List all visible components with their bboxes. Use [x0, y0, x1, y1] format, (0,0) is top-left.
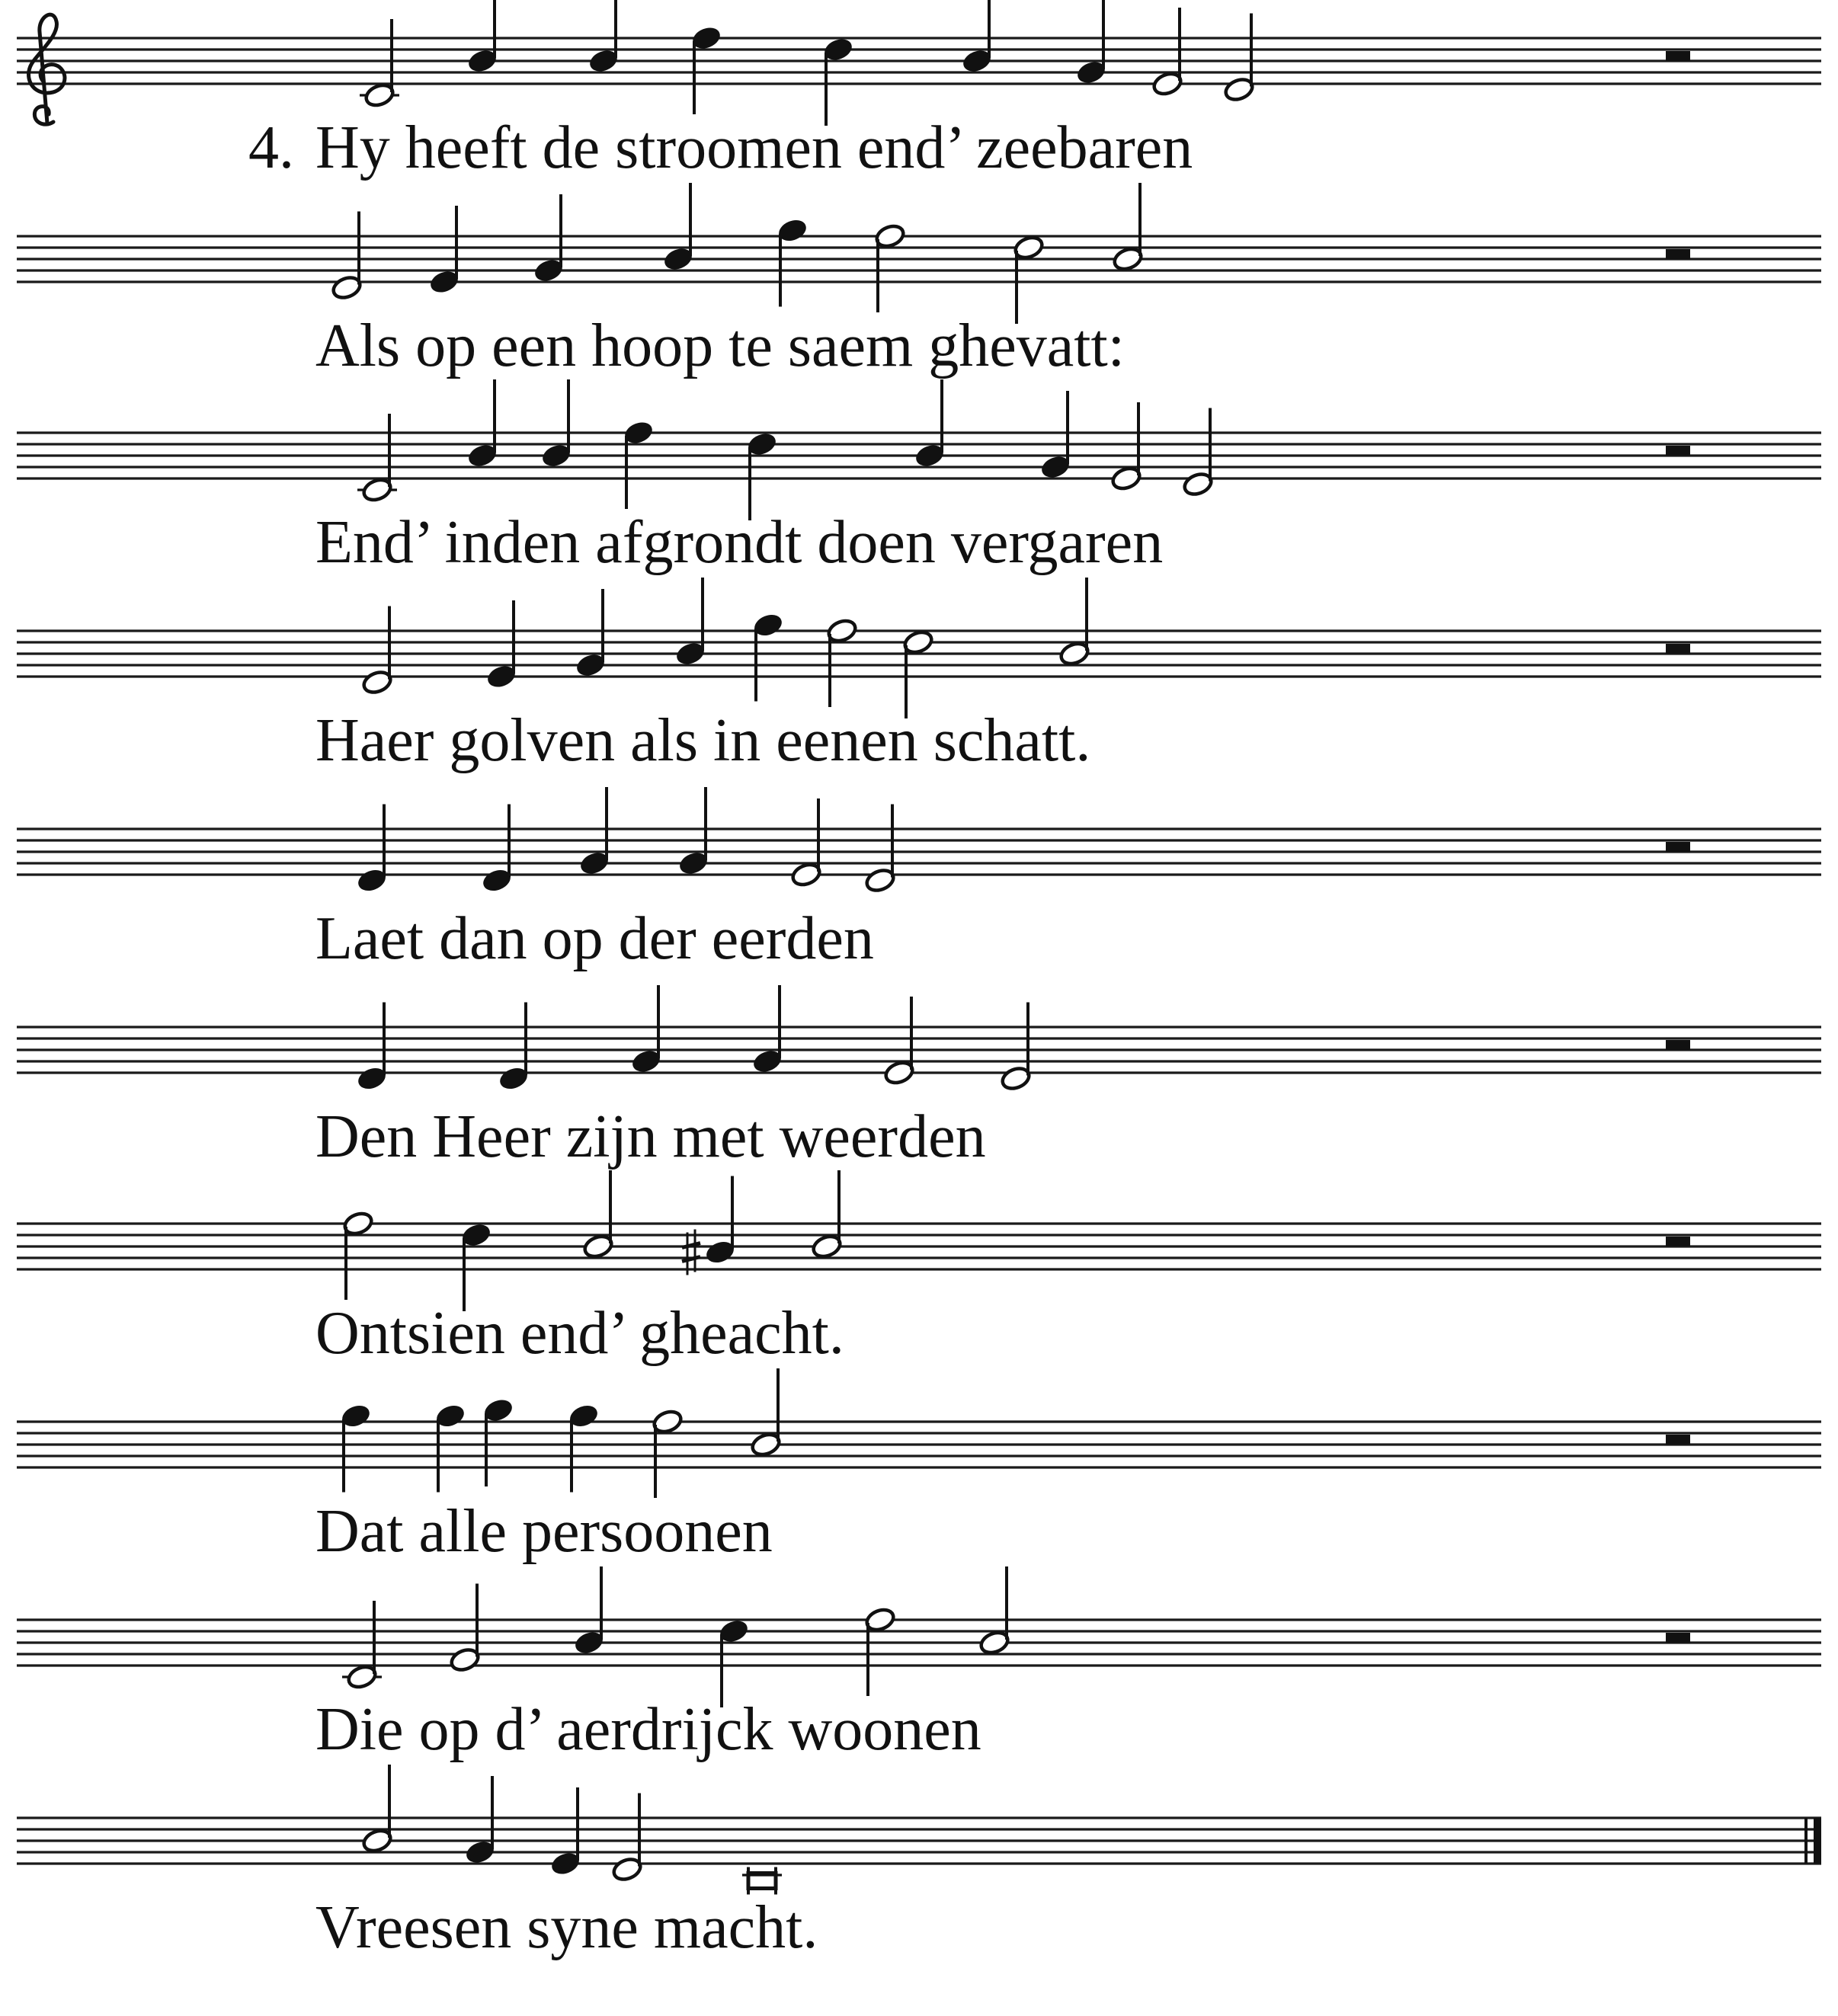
note	[630, 985, 662, 1075]
staff-system	[17, 578, 1821, 774]
note	[674, 578, 706, 667]
note	[752, 612, 784, 702]
note	[751, 985, 783, 1075]
note	[690, 24, 722, 114]
staff-system	[17, 1765, 1821, 1961]
note	[533, 194, 565, 284]
note	[361, 1765, 393, 1854]
staff-system	[17, 985, 1821, 1170]
note	[1013, 234, 1045, 324]
note	[449, 1584, 481, 1674]
note	[677, 787, 709, 877]
note	[623, 419, 655, 509]
lyric-line: Den Heer zijn met weerden	[315, 1103, 986, 1170]
note	[826, 617, 858, 707]
note	[746, 430, 778, 520]
note	[914, 379, 946, 469]
staff-system	[17, 1170, 1821, 1367]
staff-system	[17, 1566, 1821, 1763]
note	[568, 1403, 600, 1493]
verse-number: 4.	[248, 114, 294, 181]
staff-system	[17, 1368, 1821, 1565]
note	[573, 1566, 605, 1656]
staff-system	[17, 0, 1821, 181]
note	[1182, 408, 1214, 498]
note	[790, 798, 822, 888]
note	[652, 1408, 684, 1498]
note	[434, 1403, 466, 1493]
note	[357, 414, 397, 504]
note	[1110, 402, 1142, 492]
note	[811, 1170, 843, 1260]
note	[356, 805, 388, 894]
note	[540, 379, 572, 469]
note	[874, 222, 906, 312]
note	[750, 1368, 782, 1458]
note	[1223, 14, 1255, 104]
staff-system	[17, 379, 1821, 576]
note	[575, 589, 607, 679]
lyric-line: Laet dan op der eerden	[315, 905, 874, 972]
half-rest-icon	[1666, 446, 1690, 456]
note	[718, 1618, 750, 1707]
note	[1039, 391, 1071, 481]
note	[864, 1606, 896, 1696]
note	[1112, 183, 1144, 273]
lyric-line: Ontsien end’ gheacht.	[315, 1300, 844, 1367]
note	[361, 606, 393, 696]
note	[1058, 578, 1090, 667]
lyric-line: Dat alle persoonen	[315, 1498, 773, 1565]
lyric-line: Vreesen syne macht.	[315, 1894, 818, 1961]
note	[549, 1787, 581, 1877]
note	[883, 997, 915, 1086]
half-rest-icon	[1666, 1040, 1690, 1050]
half-rest-icon	[1666, 51, 1690, 61]
note	[662, 183, 694, 273]
note	[481, 805, 513, 894]
treble-clef-icon	[29, 14, 65, 124]
half-rest-icon	[1666, 249, 1690, 259]
note	[482, 1397, 514, 1486]
note	[611, 1794, 643, 1883]
half-rest-icon	[1666, 1435, 1690, 1445]
note	[777, 217, 809, 307]
half-rest-icon	[1666, 644, 1690, 654]
note	[466, 379, 498, 469]
note	[1075, 0, 1107, 86]
half-rest-icon	[1666, 1237, 1690, 1246]
note	[428, 206, 460, 296]
note	[360, 19, 399, 109]
note	[578, 787, 610, 877]
note	[902, 629, 934, 718]
lyric-line: Hy heeft de stroomen end’ zeebaren	[315, 114, 1193, 181]
half-rest-icon	[1666, 842, 1690, 852]
systems-layer	[17, 0, 1821, 1961]
lyric-line: Haer golven als in eenen schatt.	[315, 707, 1091, 774]
staff-system	[17, 787, 1821, 972]
note	[356, 1003, 388, 1093]
lyric-line: Als op een hoop te saem ghevatt:	[315, 312, 1125, 379]
note	[582, 1170, 614, 1260]
note	[864, 805, 896, 894]
note	[682, 1176, 736, 1275]
half-rest-icon	[1666, 1633, 1690, 1643]
lyric-line: Die op d’ aerdrijck woonen	[315, 1696, 981, 1763]
note	[342, 1601, 382, 1691]
note	[978, 1566, 1010, 1656]
note	[464, 1776, 496, 1866]
note	[340, 1403, 372, 1493]
note	[460, 1221, 492, 1311]
note	[1000, 1003, 1032, 1093]
note	[822, 36, 854, 126]
note	[1151, 8, 1183, 98]
staff-system	[17, 183, 1821, 379]
note	[742, 1867, 782, 1895]
lyric-line: End’ inden afgrondt doen vergaren	[315, 509, 1164, 576]
note	[498, 1003, 530, 1093]
note	[342, 1210, 374, 1300]
note	[485, 600, 517, 690]
note	[331, 212, 363, 302]
